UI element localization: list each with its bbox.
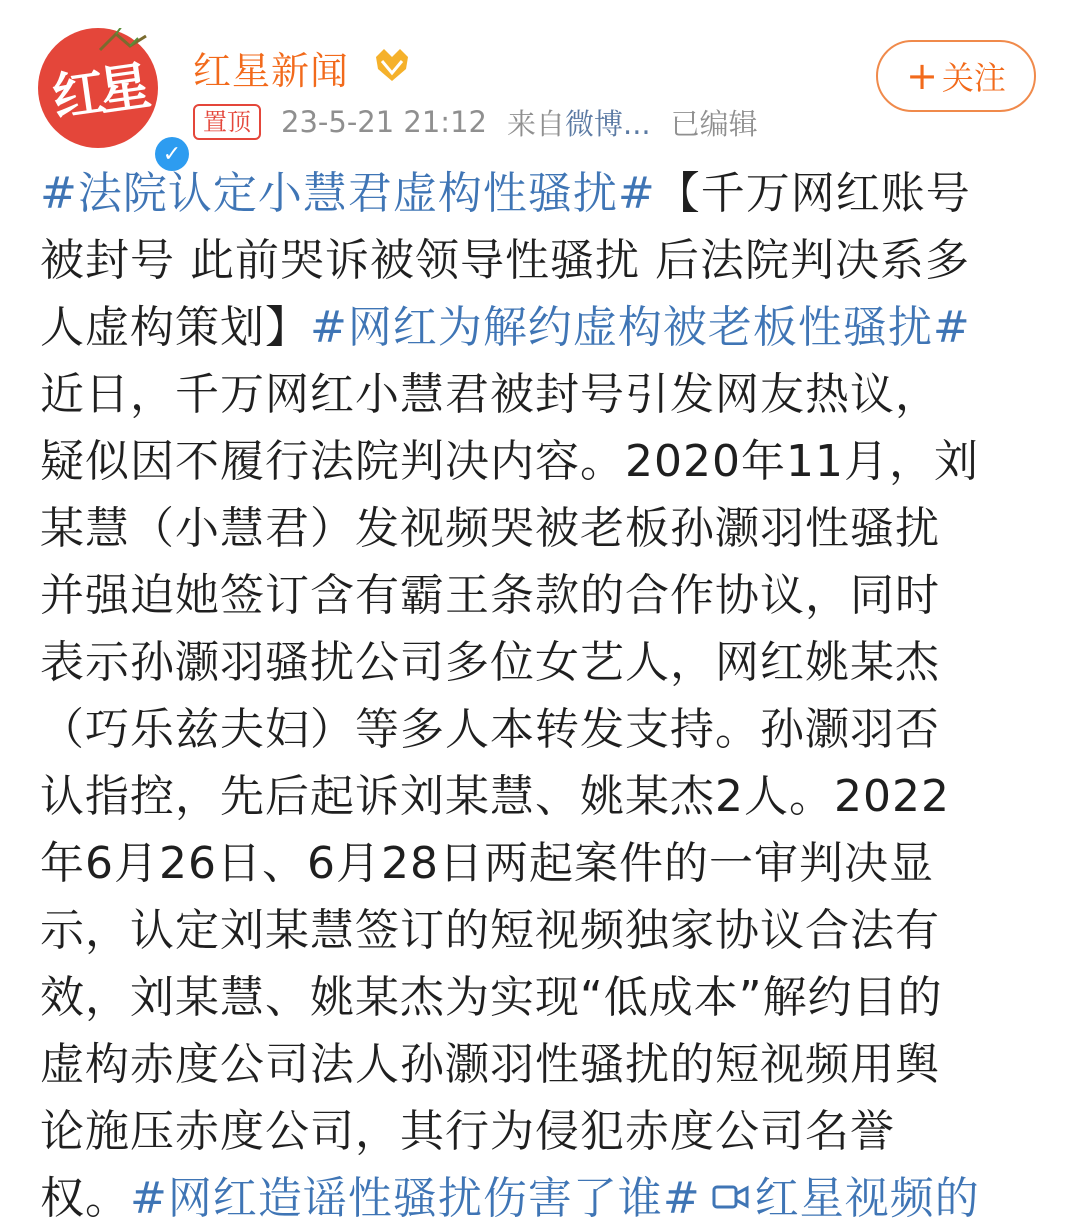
post-timestamp: 23-5-21 21:12	[281, 105, 487, 139]
post-text-segment: 近日，千万网红小慧君被封号引发网友热议，	[40, 369, 940, 420]
post-text-line	[40, 763, 1050, 830]
post-text-segment: 年6月26日、6月28日两起案件的一审判决显	[40, 838, 934, 889]
pinned-tag: 置顶	[193, 104, 261, 140]
post-text-line	[40, 1031, 1050, 1098]
gold-member-badge-icon[interactable]	[370, 43, 414, 87]
source-link[interactable]: 微博...	[565, 106, 651, 141]
video-link-icon	[711, 1181, 751, 1213]
follow-button[interactable]	[876, 40, 1036, 112]
post-text-line	[40, 897, 1050, 964]
post-text-line	[40, 562, 1050, 629]
post-text-line	[40, 964, 1050, 1031]
edited-label[interactable]: 已编辑	[670, 106, 758, 141]
post-text-segment: 疑似因不履行法院判决内容。2020年11月，刘	[40, 436, 979, 487]
post-text-line	[40, 227, 1050, 294]
post-text-line	[40, 629, 1050, 696]
account-avatar[interactable]	[38, 28, 182, 167]
post-text-line	[40, 361, 1050, 428]
verified-check-icon: ✓	[155, 137, 189, 171]
hashtag-link[interactable]: 红星视频的	[754, 1173, 980, 1224]
avatar-text: 红星	[48, 55, 149, 130]
hashtag-link[interactable]: #法院认定小慧君虚构性骚扰#	[40, 168, 656, 219]
hashtag-link[interactable]: #网红造谣性骚扰伤害了谁#	[130, 1173, 701, 1224]
post-text-segment: 效，刘某慧、姚某杰为实现“低成本”解约目的	[40, 972, 943, 1023]
post-meta	[193, 102, 758, 142]
post-text-segment: 【千万网红账号	[655, 168, 971, 219]
post-text-segment: 示，认定刘某慧签订的短视频独家协议合法有	[40, 905, 940, 956]
source-prefix: 来自	[506, 106, 565, 141]
post-text-line	[40, 160, 1050, 227]
post-text-segment: 人虚构策划】	[40, 302, 310, 353]
post-text-segment: 某慧（小慧君）发视频哭被老板孙灏羽性骚扰	[40, 503, 940, 554]
post-text-segment: 表示孙灏羽骚扰公司多位女艺人，网红姚某杰	[40, 637, 940, 688]
post-text-line	[40, 1165, 1050, 1232]
post-text-line	[40, 294, 1050, 361]
post-text-segment: 认指控，先后起诉刘某慧、姚某杰2人。2022	[40, 771, 950, 822]
post-text-line	[40, 1098, 1050, 1165]
post-text-line	[40, 495, 1050, 562]
plus-icon: +	[906, 54, 938, 98]
post-text-line	[40, 696, 1050, 763]
post-text-segment: 被封号 此前哭诉被领导性骚扰 后法院判决系多	[40, 235, 970, 286]
post-text-segment: 虚构赤度公司法人孙灏羽性骚扰的短视频用舆	[40, 1039, 940, 1090]
post-text-line	[40, 830, 1050, 897]
post-text-segment: 权。	[40, 1173, 130, 1224]
post-text	[40, 160, 1050, 1232]
hashtag-link[interactable]: #网红为解约虚构被老板性骚扰#	[310, 302, 971, 353]
account-name[interactable]: 红星新闻	[193, 49, 350, 93]
post-text-segment: （巧乐兹夫妇）等多人本转发支持。孙灏羽否	[40, 704, 940, 755]
post-text-segment: 论施压赤度公司，其行为侵犯赤度公司名誉	[40, 1106, 895, 1157]
post-text-line	[40, 428, 1050, 495]
follow-label: 关注	[941, 59, 1006, 97]
post-text-segment: 并强迫她签订含有霸王条款的合作协议，同时	[40, 570, 940, 621]
